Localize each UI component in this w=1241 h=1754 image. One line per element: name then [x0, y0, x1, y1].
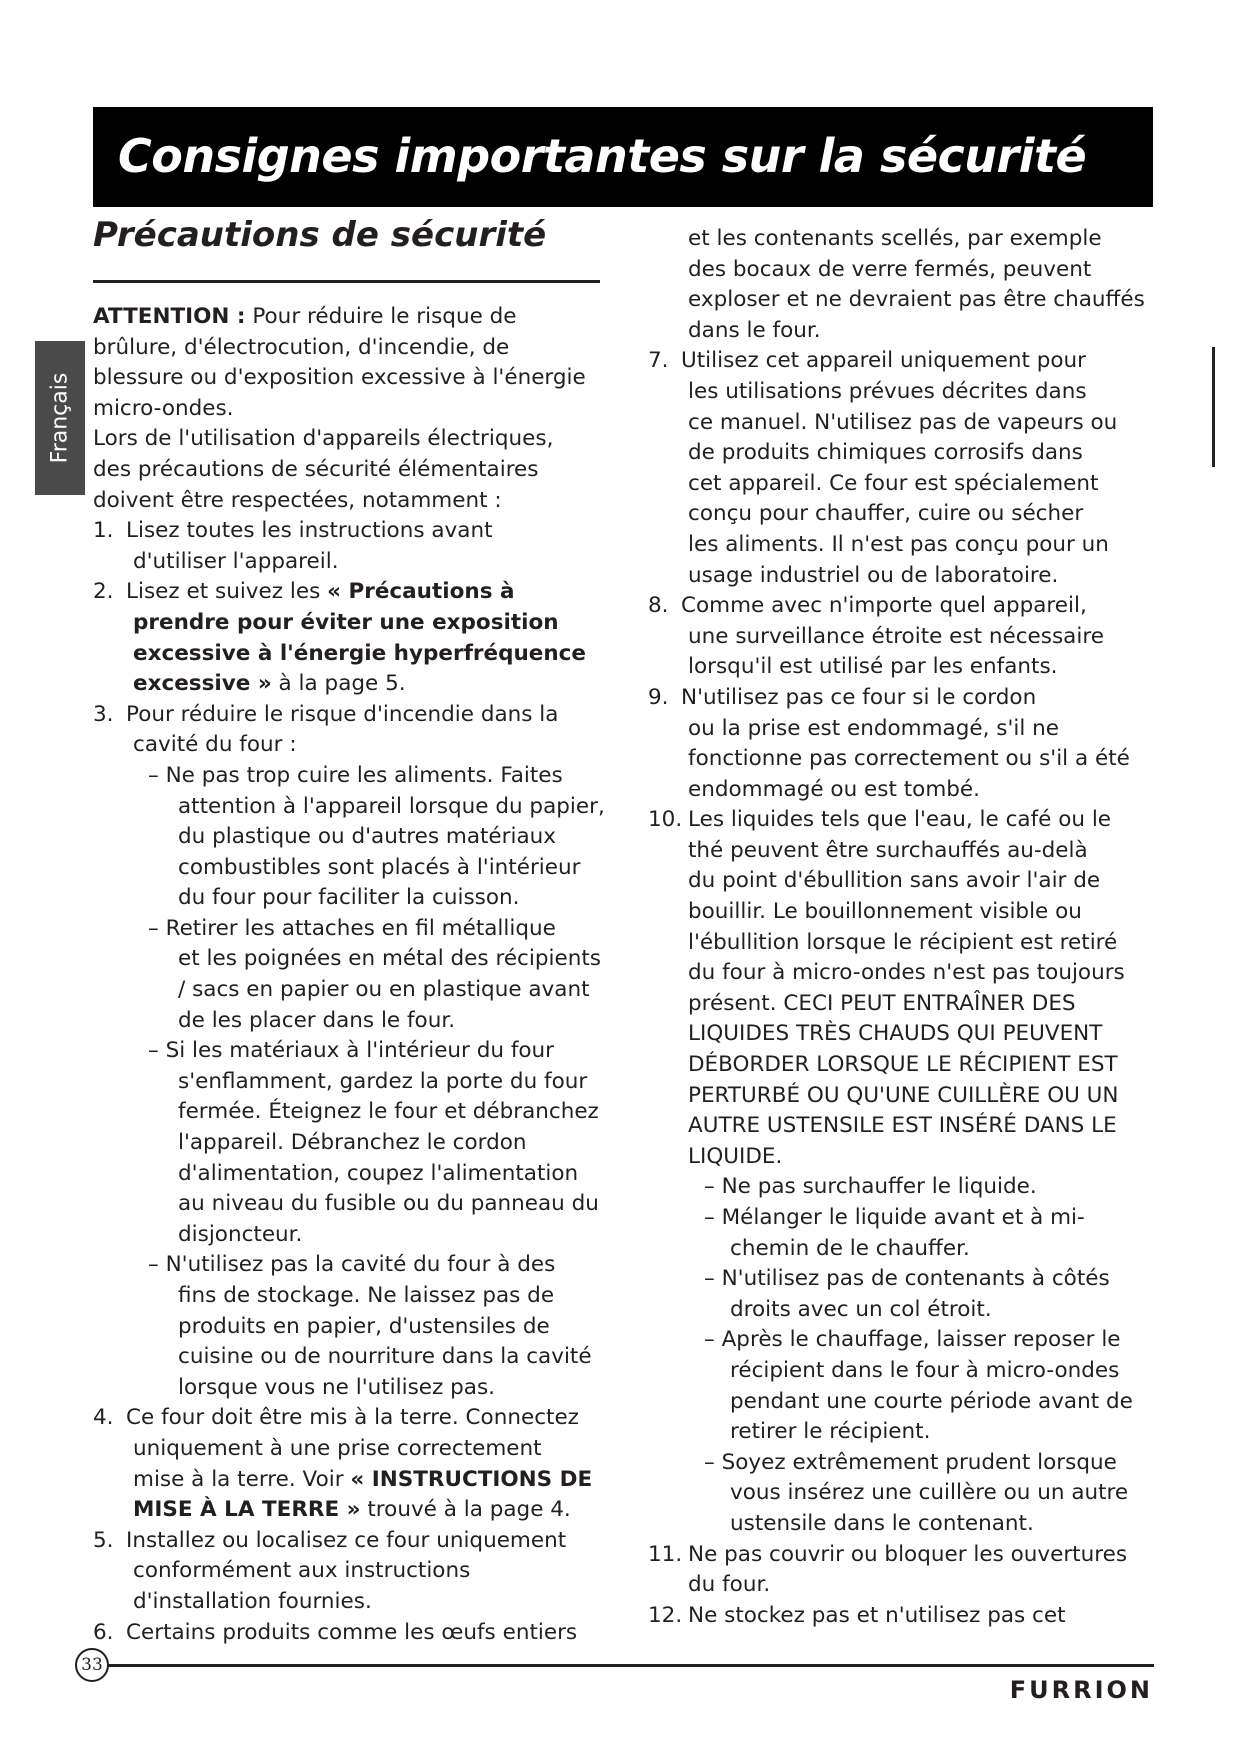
list-item-2: 2. Lisez et suivez les « Précautions à prendre pour éviter une exposition excessive à l'énergie hyperfréquence excessive » à la page 5. — [93, 579, 587, 697]
footer-divider — [108, 1664, 1154, 1667]
sub-item: – Ne pas trop cuire les aliments. Faites attention à l'appareil lorsque du papier, du plastique ou d'autres matériaux combustibles sont placés à l'intérieur du four pour faciliter la cuisson. — [148, 762, 605, 911]
list-item-4: 4. Ce four doit être mis à la terre. Connectez uniquement à une prise correctement mise à la terre. Voir « INSTRUCTIONS DE MISE À LA TERRE » trouvé à la page 4. — [93, 1405, 593, 1523]
sub-item: – N'utilisez pas de contenants à côtés droits avec un col étroit. — [704, 1266, 1110, 1322]
attention-label: ATTENTION : — [93, 304, 246, 329]
brand-logo: FURRION — [1009, 1676, 1153, 1704]
page-title: Consignes importantes sur la sécurité — [118, 129, 1087, 183]
list-item-5: 5. Installez ou localisez ce four uniquement conformément aux instructions d'installation fournies. — [93, 1527, 567, 1614]
list-item-8: 8. Comme avec n'importe quel appareil, une surveillance étroite est nécessaire lorsqu'il est utilisé par les enfants. — [648, 593, 1104, 680]
title-bar — [93, 107, 1153, 207]
list-item-12: 12. Ne stockez pas et n'utilisez pas cet — [648, 1602, 1066, 1628]
left-column: ATTENTION : Pour réduire le risque de brûlure, d'électrocution, d'incendie, de blessure ou d'exposition excessive à l'énergie micro-ondes. Lors de l'utilisation d'appareils électriques, des précautions de sécurité élémentaires doivent être respectées, notamment : 1. Lisez toutes les instructions avant d'utiliser l'appareil. 2. Lisez et suivez les « Précautions à prendre pour éviter une exposition excessive à l'énergie hyperfréquence excessive » à la page 5. 3. Pour réduire le risque d'incendie dans la cavité du four : – Ne pas trop cuire les aliments. Faites attention à l'appareil lorsque du papier, du plastique ou d'autres matériaux combustibles sont placés à l'intérieur du four pour faciliter la cuisson. – Retirer les attaches en fil métallique et les poignées en métal des récipients / sacs en papier ou en plastique avant de les placer dans le four. – Si les matériaux à l'intérieur du four s'enflamment, gardez la porte du four fermée. Éteignez le four et débranchez l'appareil. Débranchez le cordon d'alimentation, coupez l'alimentation au niveau du fusible ou du panneau du disjoncteur. – N'utilisez pas la cavité du four à des fins de stockage. Ne laissez pas de produits en papier, d'ustensiles de cuisine ou de nourriture dans la cavité lorsque vous ne l'utilisez pas. 4. Ce four doit être mis à la terre. Connectez uniquement à une prise correctement mise à la terre. Voir « INSTRUCTIONS DE MISE À LA TERRE » trouvé à la page 4. 5. Installez ou localisez ce four uniquement conformément aux instructions d'installation fournies. 6. Certains produits comme les œufs entiers — [93, 302, 628, 1648]
sub-item: – Soyez extrêmement prudent lorsque vous insérez une cuillère ou un autre ustensile dans le contenant. — [704, 1449, 1129, 1536]
margin-bar — [1212, 347, 1215, 467]
sub-item: – N'utilisez pas la cavité du four à des fins de stockage. Ne laissez pas de produits en papier, d'ustensiles de cuisine ou de nourriture dans la cavité lorsque vous ne l'utilisez pas. — [148, 1252, 592, 1400]
language-tab-label: Français — [47, 372, 73, 464]
list-item-1: 1. Lisez toutes les instructions avant d'utiliser l'appareil. — [93, 518, 493, 574]
list-item-6-continued: et les contenants scellés, par exemple des bocaux de verre fermés, peuvent exploser et ne devraient pas être chauffés dans le four. — [688, 226, 1145, 343]
list-item-9: 9. N'utilisez pas ce four si le cordon ou la prise est endommagé, s'il ne fonctionne pas correctement ou s'il a été endommagé ou est tombé. — [648, 684, 1130, 802]
sub-item: – Ne pas surchauffer le liquide. — [704, 1174, 1037, 1200]
language-tab — [35, 341, 85, 495]
right-column — [648, 224, 1168, 1631]
sub-item: – Mélanger le liquide avant et à mi- chemin de le chauffer. — [704, 1205, 1085, 1261]
attention-line: ATTENTION : Pour réduire le risque de — [93, 304, 517, 329]
page-number: 33 — [75, 1648, 109, 1682]
sub-item: – Si les matériaux à l'intérieur du four s'enflamment, gardez la porte du four fermée. Éteignez le four et débranchez l'appareil. Débranchez le cordon d'alimentation, coupez l'alimentation au niveau du fusible ou du panneau du disjoncteur. — [148, 1038, 599, 1247]
list-item-7: 7. Utilisez cet appareil uniquement pour les utilisations prévues décrites dans ce manuel. N'utilisez pas de vapeurs ou de produits chimiques corrosifs dans cet appareil. Ce four est spécialement conçu pour chauffer, cuire ou sécher les aliments. Il n'est pas conçu pour un usage industriel ou de laboratoire. — [648, 348, 1118, 588]
section-title: Précautions de sécurité — [93, 215, 547, 255]
list-item-11: 11. Ne pas couvrir ou bloquer les ouvertures du four. — [648, 1541, 1128, 1598]
list-item-10: 10. Les liquides tels que l'eau, le café ou le thé peuvent être surchauffés au-delà du point d'ébullition sans avoir l'air de bouillir. Le bouillonnement visible ou l'ébullition lorsque le récipient est retiré du four à micro-ondes n'est pas toujours présent. CECI PEUT ENTRAÎNER DES LIQUIDES TRÈS CHAUDS QUI PEUVENT DÉBORDER LORSQUE LE RÉCIPIENT EST PERTURBÉ OU QU'UNE CUILLÈRE OU UN AUTRE USTENSILE EST INSÉRÉ DANS LE LIQUIDE. – Ne pas surchauffer le liquide. – Mélanger le liquide avant et à mi- chemin de le chauffer. – N'utilisez pas de contenants à côtés droits avec un col étroit. – Après le chauffage, laisser reposer le récipient dans le four à micro-ondes pendant une courte période avant de retirer le récipient. – Soyez extrêmement prudent lorsque vous insérez une cuillère ou un autre ustensile dans le contenant. — [648, 805, 1168, 1539]
list-item-3: 3. Pour réduire le risque d'incendie dans la cavité du four : – Ne pas trop cuire les aliments. Faites attention à l'appareil lorsque du papier, du plastique ou d'autres matériaux combustibles sont placés à l'intérieur du four pour faciliter la cuisson. – Retirer les attaches en fil métallique et les poignées en métal des récipients / sacs en papier ou en plastique avant de les placer dans le four. – Si les matériaux à l'intérieur du four s'enflamment, gardez la porte du four fermée. Éteignez le four et débranchez l'appareil. Débranchez le cordon d'alimentation, coupez l'alimentation au niveau du fusible ou du panneau du disjoncteur. – N'utilisez pas la cavité du four à des fins de stockage. Ne laissez pas de produits en papier, d'ustensiles de cuisine ou de nourriture dans la cavité lorsque vous ne l'utilisez pas. — [93, 700, 628, 1404]
sub-item: – Retirer les attaches en fil métallique et les poignées en métal des récipients / sacs en papier ou en plastique avant de les placer dans le four. — [148, 915, 601, 1033]
section-divider — [93, 280, 600, 283]
sub-item: – Après le chauffage, laisser reposer le récipient dans le four à micro-ondes pendant une courte période avant de retirer le récipient. — [704, 1327, 1133, 1445]
list-item-6: 6. Certains produits comme les œufs entiers — [93, 1619, 578, 1645]
